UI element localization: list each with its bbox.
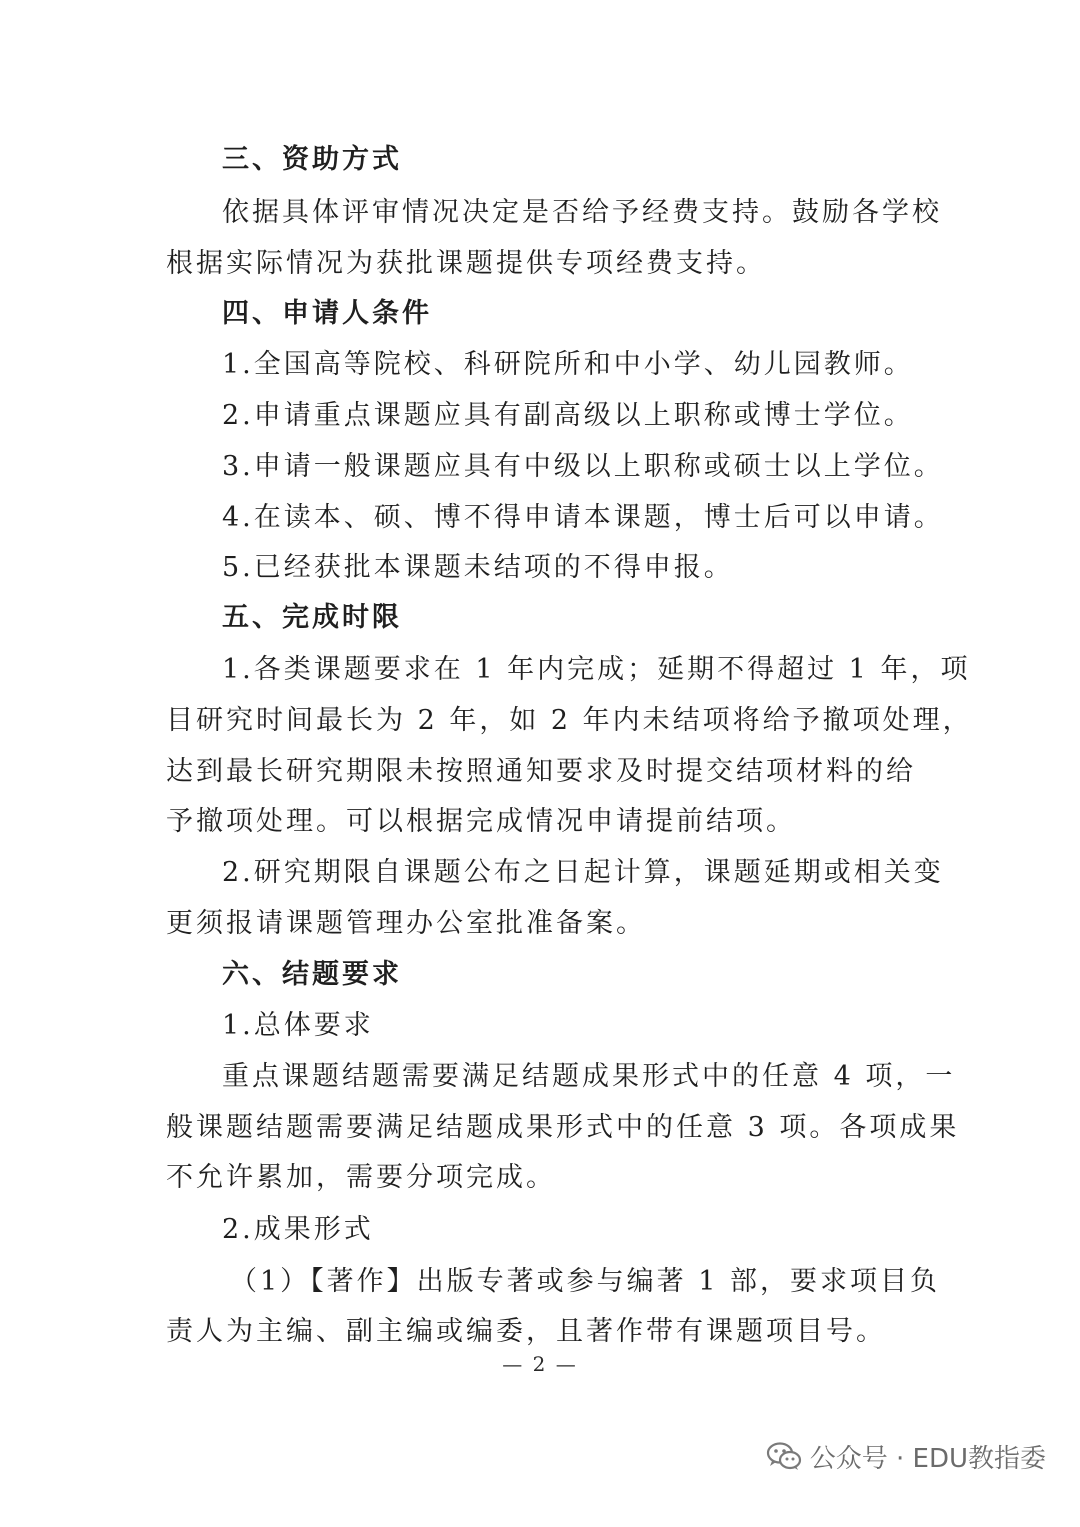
paragraph-line: 1.各类课题要求在 1 年内完成；延期不得超过 1 年，项 [222,654,971,685]
paragraph-line: 更须报请课题管理办公室批准备案。 [166,908,646,939]
paragraph-line: 根据实际情况为获批课题提供专项经费支持。 [166,248,766,279]
paragraph-line: 依据具体评审情况决定是否给予经费支持。鼓励各学校 [222,197,942,228]
paragraph-line: 般课题结题需要满足结题成果形式中的任意 3 项。各项成果 [166,1112,960,1143]
list-item: 1.全国高等院校、科研院所和中小学、幼儿园教师。 [222,349,914,380]
list-item: 2.申请重点课题应具有副高级以上职称或博士学位。 [222,400,914,431]
section-heading-deadline: 五、完成时限 [222,602,402,633]
paragraph-line: 目研究时间最长为 2 年，如 2 年内未结项将给予撤项处理， [166,705,973,736]
list-item: 5.已经获批本课题未结项的不得申报。 [222,552,734,583]
section-heading-applicant: 四、申请人条件 [222,298,432,329]
list-item: 4.在读本、硕、博不得申请本课题，博士后可以申请。 [222,502,944,533]
subheading: 1.总体要求 [222,1010,374,1041]
paragraph-line: 重点课题结题需要满足结题成果形式中的任意 4 项，一 [222,1061,956,1092]
paragraph-line: 不允许累加，需要分项完成。 [166,1162,556,1193]
paragraph-line: 2.研究期限自课题公布之日起计算，课题延期或相关变 [222,857,944,888]
list-item: 3.申请一般课题应具有中级以上职称或硕士以上学位。 [222,451,944,482]
paragraph-line: 达到最长研究期限未按照通知要求及时提交结项材料的给 [166,756,916,787]
paragraph-line: 责人为主编、副主编或编委，且著作带有课题项目号。 [166,1316,886,1347]
page-number: — 2 — [502,1352,578,1376]
wechat-icon [766,1441,802,1471]
section-heading-funding: 三、资助方式 [222,144,402,175]
watermark-text: 公众号 · EDU教指委 [809,1443,1046,1474]
paragraph-line: （1）【著作】出版专著或参与编著 1 部，要求项目负 [230,1266,941,1297]
subheading: 2.成果形式 [222,1214,374,1245]
section-heading-completion: 六、结题要求 [222,959,402,990]
watermark [766,1436,1046,1476]
paragraph-line: 予撤项处理。可以根据完成情况申请提前结项。 [166,806,796,837]
